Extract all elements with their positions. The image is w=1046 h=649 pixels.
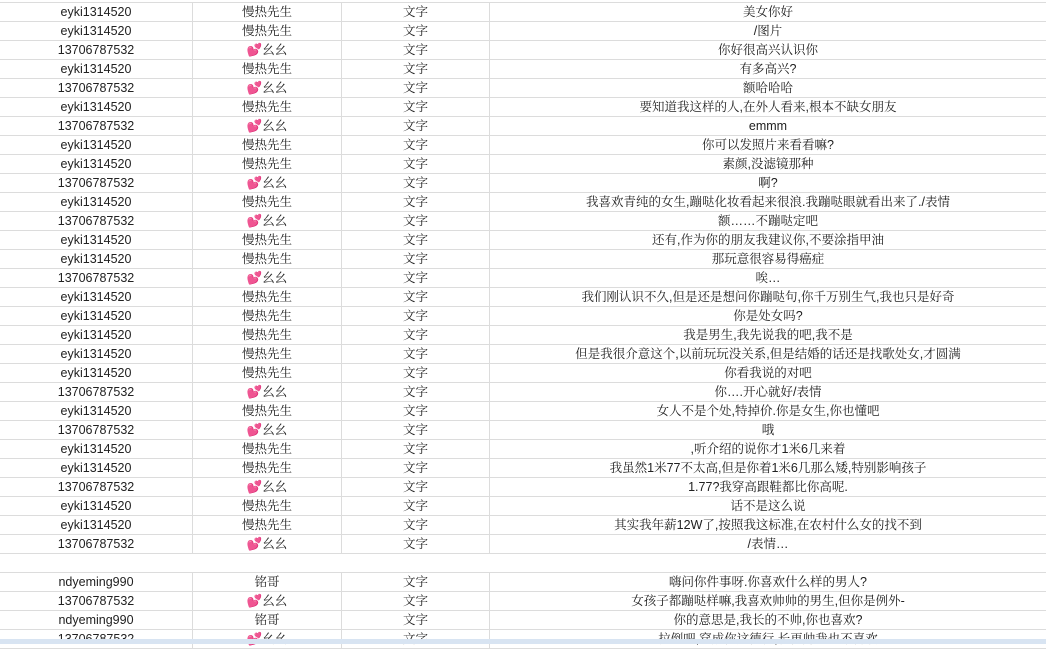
- cell-nickname[interactable]: 慢热先生: [193, 136, 342, 154]
- cell-message[interactable]: 我虽然1米77不太高,但是你着1米6几那么矮,特别影响孩子: [609, 461, 927, 475]
- cell-message-type[interactable]: 文字: [342, 440, 490, 458]
- cell-account[interactable]: eyki1314520: [0, 22, 193, 40]
- table-row: [0, 79, 1046, 98]
- cell-message-type[interactable]: 文字: [342, 269, 490, 287]
- cell-nickname[interactable]: 💕幺幺: [193, 41, 342, 59]
- cell-account[interactable]: eyki1314520: [0, 136, 193, 154]
- cell-nickname[interactable]: 慢热先生: [193, 98, 342, 116]
- cell-message[interactable]: 美女你好: [742, 5, 793, 19]
- table-row: [0, 364, 1046, 383]
- table-row: [0, 516, 1046, 535]
- cell-message-type[interactable]: 文字: [342, 383, 490, 401]
- cell-account[interactable]: ndyeming990: [0, 573, 193, 591]
- cell-message-type[interactable]: 文字: [342, 155, 490, 173]
- cell-account[interactable]: eyki1314520: [0, 155, 193, 173]
- cell-message-type[interactable]: 文字: [342, 288, 490, 306]
- cell-message-type[interactable]: 文字: [342, 478, 490, 496]
- cell-message[interactable]: 你的意思是,我长的不帅,你也喜欢?: [673, 613, 863, 627]
- table-row: [0, 383, 1046, 402]
- cell-message-type[interactable]: 文字: [342, 117, 490, 135]
- table-row: [0, 459, 1046, 478]
- cell-nickname[interactable]: 💕幺幺: [193, 592, 342, 610]
- cell-message-type[interactable]: 文字: [342, 136, 490, 154]
- cell-account[interactable]: eyki1314520: [0, 326, 193, 344]
- cell-account[interactable]: eyki1314520: [0, 193, 193, 211]
- cell-account[interactable]: 13706787532: [0, 79, 193, 97]
- cell-message[interactable]: 我喜欢青纯的女生,蹦哒化妆看起来很浪.我蹦哒眼就看出来了./表情: [586, 195, 950, 209]
- cell-nickname[interactable]: 💕幺幺: [193, 79, 342, 97]
- cell-nickname[interactable]: 铭哥: [193, 611, 342, 629]
- cell-message-type[interactable]: 文字: [342, 497, 490, 515]
- cell-account[interactable]: eyki1314520: [0, 250, 193, 268]
- table-row: [0, 3, 1046, 22]
- cell-nickname[interactable]: 慢热先生: [193, 288, 342, 306]
- cell-message[interactable]: 唉…: [755, 271, 781, 285]
- cell-message[interactable]: 嗨问你件事呀.你喜欢什么样的男人?: [669, 575, 867, 589]
- cell-message-type[interactable]: 文字: [342, 231, 490, 249]
- cell-account[interactable]: 13706787532: [0, 174, 193, 192]
- cell-account[interactable]: 13706787532: [0, 117, 193, 135]
- table-row: [0, 98, 1046, 117]
- cell-message-type[interactable]: 文字: [342, 421, 490, 439]
- table-row: [0, 155, 1046, 174]
- cell-nickname[interactable]: 💕幺幺: [193, 212, 342, 230]
- cell-message-type[interactable]: 文字: [342, 250, 490, 268]
- cell-nickname[interactable]: 💕幺幺: [193, 478, 342, 496]
- cell-nickname[interactable]: 慢热先生: [193, 193, 342, 211]
- cell-message-type[interactable]: [342, 554, 490, 572]
- cell-message-type[interactable]: 文字: [342, 212, 490, 230]
- cell-message-type[interactable]: 文字: [342, 611, 490, 629]
- table-row: [0, 402, 1046, 421]
- cell-message-type[interactable]: 文字: [342, 79, 490, 97]
- cell-message-type[interactable]: 文字: [342, 326, 490, 344]
- cell-account[interactable]: eyki1314520: [0, 459, 193, 477]
- cell-account[interactable]: 13706787532: [0, 421, 193, 439]
- cell-account[interactable]: 13706787532: [0, 41, 193, 59]
- table-row: [0, 440, 1046, 459]
- cell-message[interactable]: 要知道我这样的人,在外人看来,根本不缺女朋友: [639, 100, 897, 114]
- cell-message-type[interactable]: 文字: [342, 573, 490, 591]
- table-row: [0, 345, 1046, 364]
- cell-nickname[interactable]: 慢热先生: [193, 345, 342, 363]
- cell-account[interactable]: eyki1314520: [0, 3, 193, 21]
- cell-nickname[interactable]: 慢热先生: [193, 307, 342, 325]
- cell-message[interactable]: 你可以发照片来看看嘛?: [702, 138, 834, 152]
- chat-table-body: [0, 2, 1046, 649]
- cell-account[interactable]: eyki1314520: [0, 231, 193, 249]
- cell-message[interactable]: 额哈哈哈: [742, 81, 793, 95]
- table-row: [0, 231, 1046, 250]
- cell-nickname[interactable]: 慢热先生: [193, 516, 342, 534]
- cell-message[interactable]: emmm: [748, 119, 788, 133]
- cell-message-type[interactable]: 文字: [342, 98, 490, 116]
- table-row: [0, 573, 1046, 592]
- selection-highlight[interactable]: [0, 639, 1046, 644]
- cell-account[interactable]: 13706787532: [0, 592, 193, 610]
- table-row: [0, 307, 1046, 326]
- cell-message-type[interactable]: 文字: [342, 193, 490, 211]
- cell-account[interactable]: eyki1314520: [0, 497, 193, 515]
- cell-message[interactable]: 你….开心就好/表情: [714, 385, 822, 399]
- table-row: [0, 288, 1046, 307]
- cell-account[interactable]: 13706787532: [0, 535, 193, 553]
- cell-message[interactable]: 女孩子都蹦哒样嘛,我喜欢帅帅的男生,但你是例外-: [631, 594, 905, 608]
- cell-message[interactable]: 有多高兴?: [739, 62, 797, 76]
- cell-message-type[interactable]: 文字: [342, 41, 490, 59]
- cell-message[interactable]: [490, 554, 1046, 572]
- cell-nickname[interactable]: 慢热先生: [193, 440, 342, 458]
- cell-message[interactable]: 你好很高兴认识你: [717, 43, 818, 57]
- cell-message-type[interactable]: 文字: [342, 535, 490, 553]
- table-row: [0, 41, 1046, 60]
- cell-nickname[interactable]: 慢热先生: [193, 155, 342, 173]
- cell-message[interactable]: 你是处女吗?: [733, 309, 803, 323]
- cell-message[interactable]: 哦: [761, 423, 775, 437]
- cell-nickname[interactable]: 慢热先生: [193, 3, 342, 21]
- table-row: [0, 22, 1046, 41]
- table-row: [0, 497, 1046, 516]
- cell-nickname[interactable]: 💕幺幺: [193, 383, 342, 401]
- cell-message-type[interactable]: 文字: [342, 174, 490, 192]
- cell-message[interactable]: /图片: [753, 24, 783, 38]
- cell-account[interactable]: eyki1314520: [0, 307, 193, 325]
- cell-account[interactable]: eyki1314520: [0, 440, 193, 458]
- cell-message[interactable]: 还有,作为你的朋友我建议你,不要涂指甲油: [652, 233, 884, 247]
- cell-account[interactable]: eyki1314520: [0, 345, 193, 363]
- cell-message[interactable]: 话不是这么说: [730, 499, 806, 513]
- cell-nickname[interactable]: 💕幺幺: [193, 421, 342, 439]
- cell-account[interactable]: eyki1314520: [0, 98, 193, 116]
- cell-account[interactable]: eyki1314520: [0, 402, 193, 420]
- table-row: [0, 421, 1046, 440]
- cell-nickname[interactable]: 铭哥: [193, 573, 342, 591]
- cell-account[interactable]: eyki1314520: [0, 288, 193, 306]
- table-row: [0, 193, 1046, 212]
- cell-message[interactable]: 那玩意很容易得癌症: [711, 252, 825, 266]
- cell-nickname[interactable]: 💕幺幺: [193, 174, 342, 192]
- cell-message[interactable]: 其实我年薪12W了,按照我这标准,在农村什么女的找不到: [614, 518, 922, 532]
- cell-nickname[interactable]: 💕幺幺: [193, 269, 342, 287]
- table-row: [0, 592, 1046, 611]
- cell-account[interactable]: ndyeming990: [0, 611, 193, 629]
- cell-nickname[interactable]: 💕幺幺: [193, 117, 342, 135]
- cell-message[interactable]: 额……不蹦哒定吧: [717, 214, 818, 228]
- cell-account[interactable]: 13706787532: [0, 383, 193, 401]
- cell-message-type[interactable]: 文字: [342, 60, 490, 78]
- cell-message[interactable]: /表情…: [747, 537, 789, 551]
- table-row: [0, 60, 1046, 79]
- cell-message[interactable]: 但是我很介意这个,以前玩玩没关系,但是结婚的话还是找歌处女,才圆满: [575, 347, 961, 361]
- table-row: [0, 535, 1046, 554]
- cell-nickname[interactable]: 慢热先生: [193, 231, 342, 249]
- table-row: [0, 136, 1046, 155]
- cell-message-type[interactable]: 文字: [342, 3, 490, 21]
- cell-message[interactable]: 女人不是个处,特掉价.你是女生,你也懂吧: [656, 404, 880, 418]
- cell-message-type[interactable]: 文字: [342, 516, 490, 534]
- cell-nickname[interactable]: 慢热先生: [193, 22, 342, 40]
- table-row: [0, 212, 1046, 231]
- table-row: [0, 478, 1046, 497]
- cell-nickname[interactable]: [193, 554, 342, 572]
- cell-nickname[interactable]: 💕幺幺: [193, 535, 342, 553]
- cell-account[interactable]: eyki1314520: [0, 516, 193, 534]
- table-row: [0, 117, 1046, 136]
- cell-message[interactable]: 我是男生,我先说我的吧,我不是: [683, 328, 853, 342]
- cell-nickname[interactable]: 慢热先生: [193, 250, 342, 268]
- cell-account[interactable]: 13706787532: [0, 212, 193, 230]
- cell-nickname[interactable]: 慢热先生: [193, 364, 342, 382]
- cell-message-type[interactable]: 文字: [342, 22, 490, 40]
- cell-message-type[interactable]: 文字: [342, 307, 490, 325]
- cell-account[interactable]: 13706787532: [0, 478, 193, 496]
- cell-account[interactable]: eyki1314520: [0, 364, 193, 382]
- cell-account[interactable]: 13706787532: [0, 269, 193, 287]
- cell-message[interactable]: 素颜,没滤镜那种: [722, 157, 814, 171]
- cell-message-type[interactable]: 文字: [342, 402, 490, 420]
- cell-message[interactable]: ,听介绍的说你才1米6几来着: [690, 442, 846, 456]
- table-row: [0, 269, 1046, 288]
- cell-account[interactable]: eyki1314520: [0, 60, 193, 78]
- table-row: [0, 250, 1046, 269]
- cell-message[interactable]: 你看我说的对吧: [724, 366, 812, 380]
- cell-nickname[interactable]: 慢热先生: [193, 326, 342, 344]
- table-row: [0, 174, 1046, 193]
- cell-message[interactable]: 1.77?我穿高跟鞋都比你高呢.: [688, 480, 848, 494]
- cell-nickname[interactable]: 慢热先生: [193, 497, 342, 515]
- cell-message-type[interactable]: 文字: [342, 345, 490, 363]
- cell-message-type[interactable]: 文字: [342, 364, 490, 382]
- table-row: [0, 326, 1046, 345]
- cell-message[interactable]: 啊?: [758, 176, 778, 190]
- cell-message[interactable]: 我们刚认识不久,但是还是想问你蹦哒句,你千万别生气,我也只是好奇: [581, 290, 955, 304]
- cell-nickname[interactable]: 慢热先生: [193, 60, 342, 78]
- table-row: [0, 611, 1046, 630]
- cell-message-type[interactable]: 文字: [342, 592, 490, 610]
- cell-account[interactable]: [0, 554, 193, 572]
- cell-nickname[interactable]: 慢热先生: [193, 459, 342, 477]
- table-row: [0, 554, 1046, 573]
- cell-message-type[interactable]: 文字: [342, 459, 490, 477]
- cell-nickname[interactable]: 慢热先生: [193, 402, 342, 420]
